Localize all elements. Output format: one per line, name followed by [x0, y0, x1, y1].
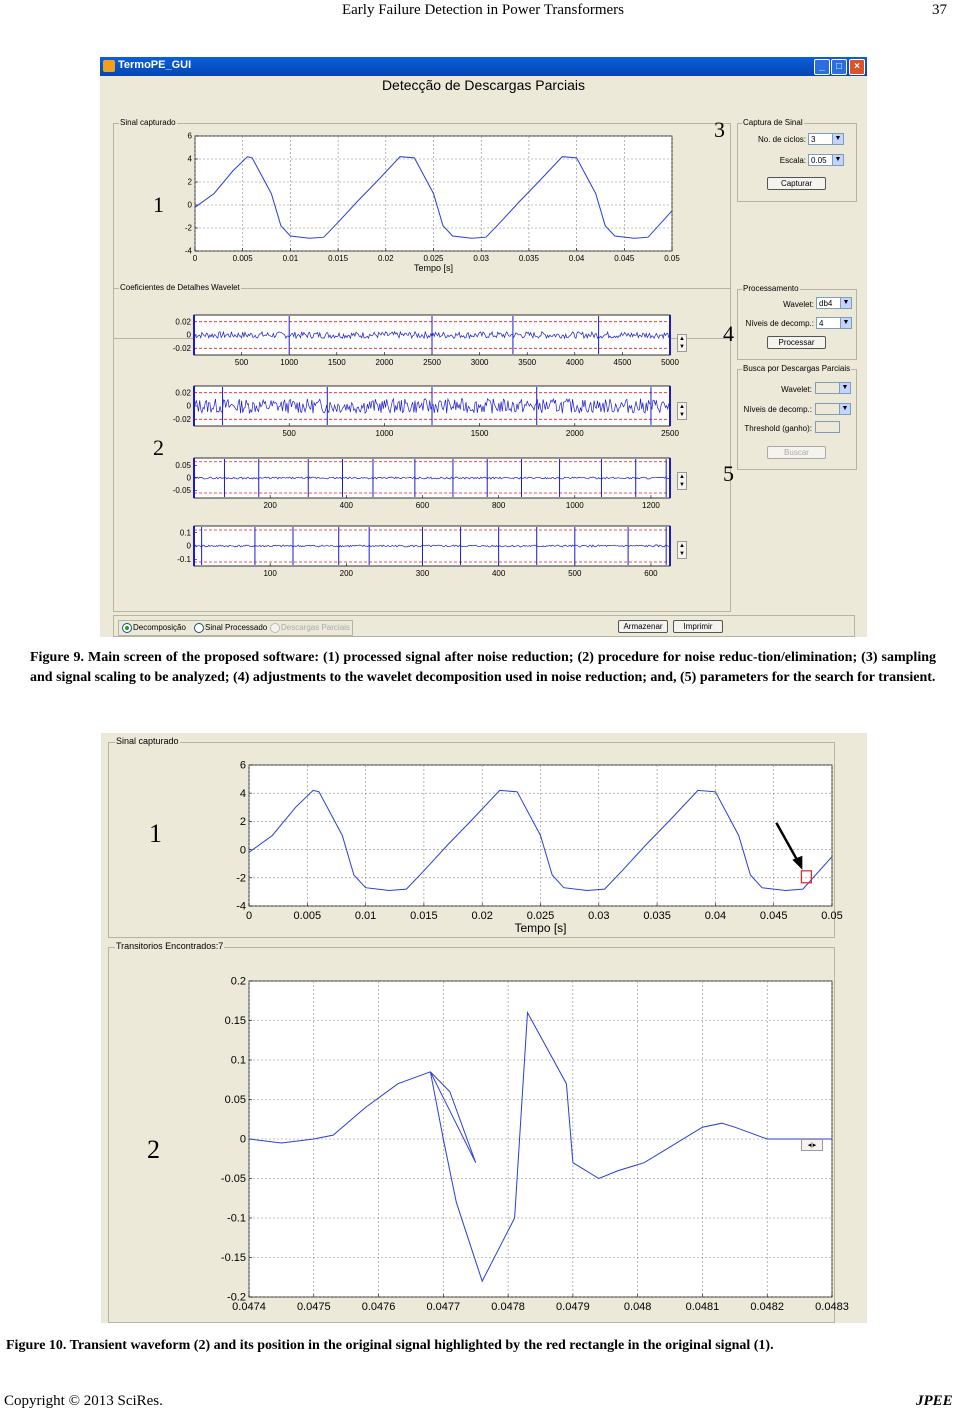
fig10-marker-1: 1 [149, 819, 162, 848]
panel-wavelet-label: Coeficientes de Detalhes Wavelet [120, 283, 240, 292]
marker-2: 2 [153, 435, 164, 460]
x-tick-label: 500 [568, 569, 582, 578]
y-tick-label: 0 [239, 1133, 246, 1146]
y-tick-label: 0.2 [230, 975, 246, 988]
x-tick-label: 400 [339, 501, 353, 510]
x-tick-label: 0.02 [378, 254, 394, 263]
maximize-icon[interactable]: □ [831, 59, 847, 75]
search-levels-select[interactable] [815, 403, 851, 415]
chevron-down-icon: ▼ [839, 383, 850, 393]
y-tick-label: 0.1 [179, 528, 191, 538]
marker-3: 3 [714, 117, 725, 142]
levels-label: Níveis de decomp.: [745, 319, 814, 328]
chevron-down-icon: ▼ [840, 318, 851, 328]
panel-processing-label: Processamento [743, 284, 799, 293]
wavelet-detail-chart-2 [160, 381, 700, 451]
minimize-icon[interactable]: _ [814, 59, 830, 75]
x-axis-label: Tempo [s] [514, 921, 567, 935]
chevron-down-icon: ▼ [839, 404, 850, 414]
y-tick-label: -2 [236, 872, 246, 885]
store-button[interactable]: Armazenar [618, 620, 668, 633]
chevron-down-icon: ▼ [832, 134, 843, 144]
panel-search-label: Busca por Descargas Parciais [743, 364, 851, 373]
y-tick-label: 6 [239, 759, 246, 772]
x-tick-label: 1000 [375, 429, 394, 438]
x-tick-label: 0.0483 [815, 1301, 849, 1313]
transient-chart [159, 965, 849, 1323]
scroll-arrows-3[interactable]: ▲ ▼ [677, 472, 687, 490]
print-button[interactable]: Imprimir [673, 620, 723, 633]
y-tick-label: -0.1 [227, 1212, 246, 1225]
figure-9-caption: Figure 9. Main screen of the proposed software: (1) processed signal after noise reduction; (2) procedure for noise reduc-tion/elimination; (3) sampling and signal scaling to be analyzed; (4) adjustments to the wavelet decomposition used in noise reduction; and, (5) parameters for the search for transient. [30, 650, 936, 685]
matlab-icon [103, 60, 115, 72]
y-tick-label: 4 [187, 154, 192, 164]
scroll-arrows-4[interactable]: ▲ ▼ [677, 541, 687, 559]
capture-button[interactable]: Capturar [767, 177, 826, 190]
x-tick-label: 1000 [280, 358, 299, 367]
x-tick-label: 1200 [642, 501, 660, 510]
chevron-down-icon: ▼ [832, 155, 843, 165]
y-tick-label: 0.05 [175, 461, 191, 471]
captured-signal-chart [168, 130, 708, 280]
gui-window [100, 57, 867, 637]
x-tick-label: 0.05 [821, 910, 843, 922]
x-tick-label: 200 [263, 501, 277, 510]
y-tick-label: -0.05 [220, 1173, 246, 1186]
x-tick-label: 0.0474 [232, 1301, 266, 1313]
y-tick-label: -0.15 [220, 1252, 246, 1265]
x-tick-label: 0.025 [423, 254, 444, 263]
panel-captured-label: Sinal capturado [120, 118, 176, 127]
radio-processed[interactable] [194, 623, 204, 633]
radio-decomp[interactable] [122, 623, 132, 633]
cycles-select[interactable]: 3 ▼ [808, 133, 844, 145]
wavelet-detail-chart-4 [160, 521, 700, 591]
x-tick-label: 0.04 [704, 910, 727, 922]
x-tick-label: 0.025 [526, 910, 555, 922]
figure-10-caption: Figure 10. Transient waveform (2) and its position in the original signal highlighted by the red rectangle in the original signal (1). [6, 1338, 774, 1353]
y-tick-label: -2 [184, 223, 192, 233]
x-tick-label: 800 [491, 501, 506, 510]
wavelet-detail-chart-3 [160, 453, 700, 519]
x-tick-label: 0 [245, 910, 253, 922]
radio-processed-label: Sinal Processado [205, 623, 268, 632]
x-tick-label: 1000 [565, 501, 584, 510]
y-tick-label: 0 [186, 473, 191, 483]
search-levels-label: Níveis de decomp.: [743, 405, 812, 414]
y-tick-label: 0 [187, 200, 192, 210]
captured-signal-chart-2 [159, 747, 843, 937]
gui-title: Detecção de Descargas Parciais [381, 77, 586, 93]
y-tick-label: 4 [239, 787, 246, 800]
cycles-label: No. de ciclos: [757, 135, 806, 144]
scale-label: Escala: [779, 156, 806, 165]
search-wavelet-label: Wavelet: [781, 385, 812, 394]
chevron-down-icon: ▼ [840, 298, 851, 308]
threshold-label: Threshold (ganho): [744, 424, 812, 433]
marker-4: 4 [723, 321, 734, 346]
x-tick-label: 2000 [375, 358, 394, 367]
window-title: TermoPE_GUI [118, 59, 192, 71]
x-tick-label: 5000 [661, 358, 679, 367]
y-tick-label: 0.1 [230, 1054, 246, 1067]
journal-name: JPEE [916, 1393, 953, 1409]
plot-area [249, 981, 832, 1297]
copyright: Copyright © 2013 SciRes. [4, 1393, 163, 1409]
x-tick-label: 0.0478 [491, 1301, 525, 1313]
page-number: 37 [932, 2, 947, 18]
fig10-marker-2: 2 [147, 1135, 160, 1164]
x-tick-label: 2500 [423, 358, 441, 367]
x-tick-label: 0.015 [410, 910, 438, 922]
y-tick-label: 0.02 [175, 317, 191, 327]
x-tick-label: 3500 [518, 358, 537, 367]
y-tick-label: 0.02 [175, 388, 191, 398]
x-tick-label: 1500 [327, 358, 346, 367]
marker-1: 1 [153, 192, 164, 217]
x-tick-label: 3000 [470, 358, 489, 367]
y-tick-label: 0 [239, 844, 246, 857]
y-tick-label: 0.15 [224, 1015, 246, 1028]
x-tick-label: 100 [263, 569, 277, 578]
x-tick-label: 0.0481 [685, 1301, 720, 1313]
x-tick-label: 2000 [565, 429, 584, 438]
y-tick-label: -0.02 [172, 415, 191, 424]
panel-transients-label: Transitorios Encontrados:7 [116, 941, 224, 951]
search-button[interactable]: Buscar [767, 446, 826, 459]
scroll-arrows-2[interactable]: ▲ ▼ [677, 402, 687, 420]
y-tick-label: 0.05 [224, 1094, 246, 1107]
x-tick-label: 0.01 [354, 910, 377, 922]
panel-captured-label-2: Sinal capturado [116, 736, 179, 746]
wavelet-label: Wavelet: [783, 300, 814, 309]
scroll-arrows-1[interactable]: ▲ ▼ [677, 334, 687, 352]
marker-5: 5 [723, 461, 734, 486]
x-tick-label: 0.0482 [750, 1301, 785, 1313]
threshold-input[interactable] [815, 421, 840, 433]
y-tick-label: 2 [187, 177, 192, 187]
y-tick-label: -4 [184, 246, 192, 256]
x-tick-label: 0.03 [473, 254, 489, 263]
x-tick-label: 4000 [565, 358, 584, 367]
radio-pd-label: Descargas Parciais [281, 623, 350, 632]
x-tick-label: 0.005 [232, 254, 253, 263]
x-axis-label: Tempo [s] [413, 263, 454, 273]
x-tick-label: 0.05 [664, 254, 680, 263]
x-tick-label: 600 [644, 569, 658, 578]
close-icon[interactable]: × [849, 59, 865, 75]
scale-select[interactable]: 0.05 ▼ [808, 154, 844, 166]
y-tick-label: 0 [186, 330, 191, 340]
x-tick-label: 0.035 [518, 254, 539, 263]
radio-pd[interactable] [270, 623, 280, 633]
x-tick-label: 0.0477 [426, 1301, 461, 1313]
x-tick-label: 400 [491, 569, 506, 578]
x-tick-label: 200 [339, 569, 353, 578]
search-wavelet-select[interactable] [815, 382, 851, 394]
levels-select[interactable]: 4 ▼ [816, 317, 852, 329]
panel-capture-label: Captura de Sinal [743, 118, 803, 127]
x-tick-label: 600 [415, 501, 430, 510]
y-tick-label: -0.05 [172, 486, 191, 496]
x-tick-label: 500 [234, 358, 249, 367]
figure-10 [101, 733, 867, 1323]
wavelet-detail-chart-1 [160, 310, 700, 380]
x-tick-label: 0.045 [759, 910, 788, 922]
x-tick-label: 0.045 [614, 254, 635, 263]
x-tick-label: 0.048 [623, 1301, 652, 1313]
wavelet-select[interactable]: db4 ▼ [816, 297, 852, 309]
y-tick-label: -4 [236, 900, 246, 913]
x-tick-label: 0.035 [643, 910, 671, 922]
radio-decomp-label: Decomposição [133, 623, 186, 632]
x-tick-label: 0.005 [293, 910, 322, 922]
scroll-arrows-horizontal[interactable]: ◂|▸ [801, 1139, 823, 1151]
window-titlebar [100, 57, 867, 76]
process-button[interactable]: Processar [767, 336, 826, 349]
x-tick-label: 0.015 [328, 254, 349, 263]
x-tick-label: 300 [415, 569, 430, 578]
y-tick-label: 0 [186, 541, 191, 551]
x-tick-label: 0.0479 [556, 1301, 590, 1313]
x-tick-label: 0.0475 [296, 1301, 331, 1313]
x-tick-label: 0 [192, 254, 198, 263]
x-tick-label: 1500 [470, 429, 489, 438]
y-tick-label: -0.1 [177, 555, 191, 564]
running-title: Early Failure Detection in Power Transformers [341, 2, 625, 18]
x-tick-label: 0.01 [282, 254, 299, 263]
y-tick-label: 0 [186, 401, 191, 411]
y-tick-label: -0.02 [172, 344, 191, 353]
y-tick-label: 6 [187, 131, 192, 141]
x-tick-label: 0.03 [588, 910, 610, 922]
x-tick-label: 500 [282, 429, 296, 438]
y-tick-label: -0.2 [227, 1291, 246, 1304]
y-tick-label: 2 [239, 816, 246, 829]
x-tick-label: 0.04 [568, 254, 585, 263]
x-tick-label: 4500 [613, 358, 632, 367]
x-tick-label: 0.02 [471, 910, 493, 922]
x-tick-label: 0.0476 [361, 1301, 396, 1313]
x-tick-label: 2500 [661, 429, 679, 438]
